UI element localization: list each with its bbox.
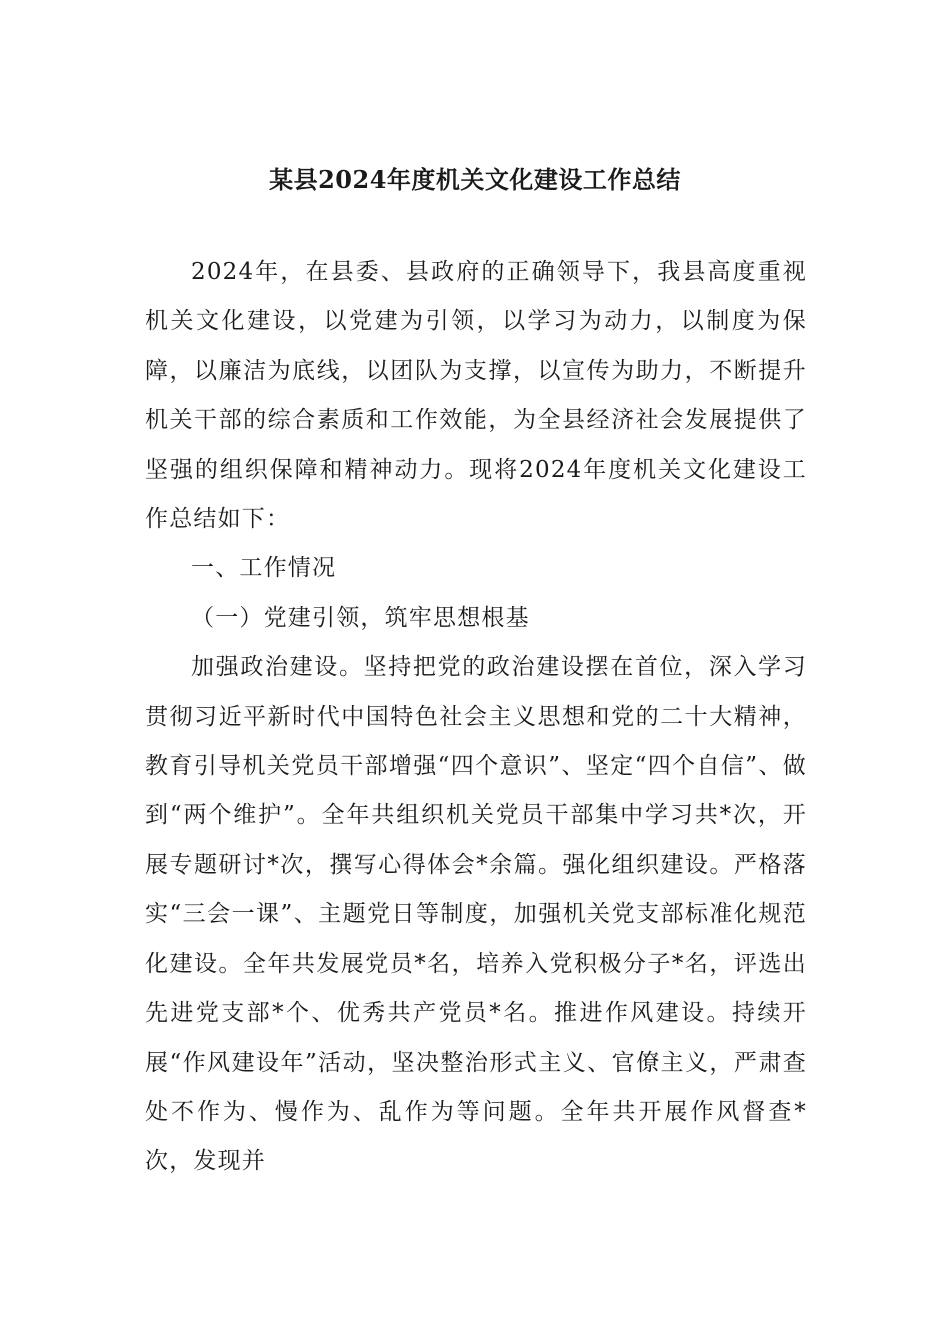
document-title: 某县2024年度机关文化建设工作总结 bbox=[269, 165, 681, 194]
paragraph-intro: 2024年，在县委、县政府的正确领导下，我县高度重视机关文化建设，以党建为引领，以学习为动力，以制度为保障，以廉洁为底线，以团队为支撑，以宣传为助力，不断提升机关干部的综合素质和工作效能，为全县经济社会发展提供了坚强的组织保障和精神动力。现将2024年度机关文化建设工作总结如下： bbox=[145, 259, 807, 533]
subsection-heading-party-building: （一）党建引领，筑牢思想根基 bbox=[191, 604, 530, 631]
document-body bbox=[145, 248, 807, 1187]
paragraph-party-building: 加强政治建设。坚持把党的政治建设摆在首位，深入学习贯彻习近平新时代中国特色社会主义思想和党的二十大精神，教育引导机关党员干部增强“四个意识”、坚定“四个自信”、做到“两个维护”。全年共组织机关党员干部集中学习共*次，开展专题研讨*次，撰写心得体会*余篇。强化组织建设。严格落实“三会一课”、主题党日等制度，加强机关党支部标准化规范化建设。全年共发展党员*名，培养入党积极分子*名，评选出先进党支部*个、优秀共产党员*名。推进作风建设。持续开展“作风建设年”活动，坚决整治形式主义、官僚主义，严肃查处不作为、慢作为、乱作为等问题。全年共开展作风督查*次，发现并 bbox=[145, 654, 807, 1175]
section-heading-work-status: 一、工作情况 bbox=[191, 555, 337, 582]
